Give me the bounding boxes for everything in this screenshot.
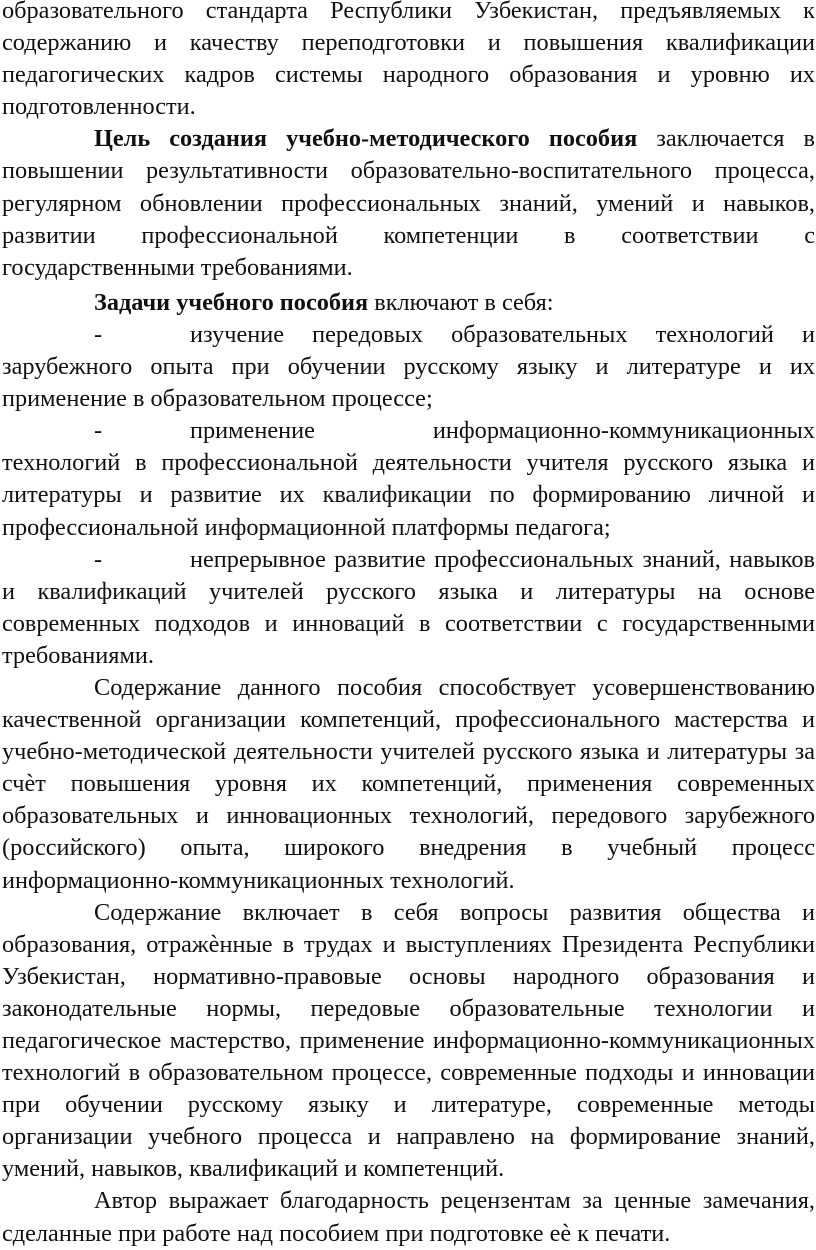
paragraph-content-purpose: Содержание данного пособия способствует усовершенствованию качественной организации компетенций, профессионального мастерства и учебно-методической деятельности учителей русского языка и литературы за счѐт повышения уровня их компетенций, применения современных образовательных и инновационных технологий, передового зарубежного (российского) опыта, широкого внедрения в учебный процесс информационно-коммуникационных технологий.	[2, 673, 815, 894]
list-item	[2, 544, 815, 672]
tasks-text: включают в себя:	[368, 288, 554, 316]
paragraph-goal	[2, 123, 815, 283]
list-dash: -	[94, 320, 103, 348]
list-item	[2, 319, 815, 415]
paragraph-continuation: образовательного стандарта Республики Узбекистан, предъявляемых к содержанию и качеству переподготовки и повышения квалификации педагогических кадров системы народного образования и уровню их подготовленности.	[2, 0, 815, 121]
list-dash: -	[94, 545, 103, 573]
paragraph-tasks	[2, 287, 815, 319]
paragraph-acknowledgement: Автор выражает благодарность рецензентам за ценные замечания, сделанные при работе над пособием при подготовке еѐ к печати.	[2, 1187, 815, 1247]
goal-heading: Цель создания учебно-методического пособия	[94, 125, 638, 153]
list-item	[2, 415, 815, 543]
goal-text: заключается в повышении результативности образовательно-воспитательного процесса, регулярном обновлении профессиональных знаний, умений и навыков, развитии профессиональной компетенции в соответствии с государственными требованиями.	[2, 125, 815, 281]
paragraph-content-includes: Содержание включает в себя вопросы развития общества и образования, отражѐнные в трудах и выступлениях Президента Республики Узбекистан, нормативно-правовые основы народного образования и законодательные нормы, передовые образовательные технологии и педагогическое мастерство, применение информационно-коммуникационных технологий в образовательном процессе, современные подходы и инновации при обучении русскому языку и литературе, современные методы организации учебного процесса и направлено на формирование знаний, умений, навыков, квалификаций и компетенций.	[2, 898, 815, 1183]
list-item-text: применение информационно-коммуникационных технологий в профессиональной деятельности учителя русского языка и литературы и развитие их квалификации по формированию личной и профессиональной информационной платформы педагога;	[2, 417, 815, 541]
list-dash: -	[94, 417, 103, 445]
list-item-text: непрерывное развитие профессиональных знаний, навыков и квалификаций учителей русского языка и литературы на основе современных подходов и инноваций в соответствии с государственными требованиями.	[2, 545, 815, 669]
list-item-text: изучение передовых образовательных технологий и зарубежного опыта при обучении русскому языку и литературе и их применение в образовательном процессе;	[2, 320, 815, 413]
tasks-heading: Задачи учебного пособия	[94, 288, 369, 316]
